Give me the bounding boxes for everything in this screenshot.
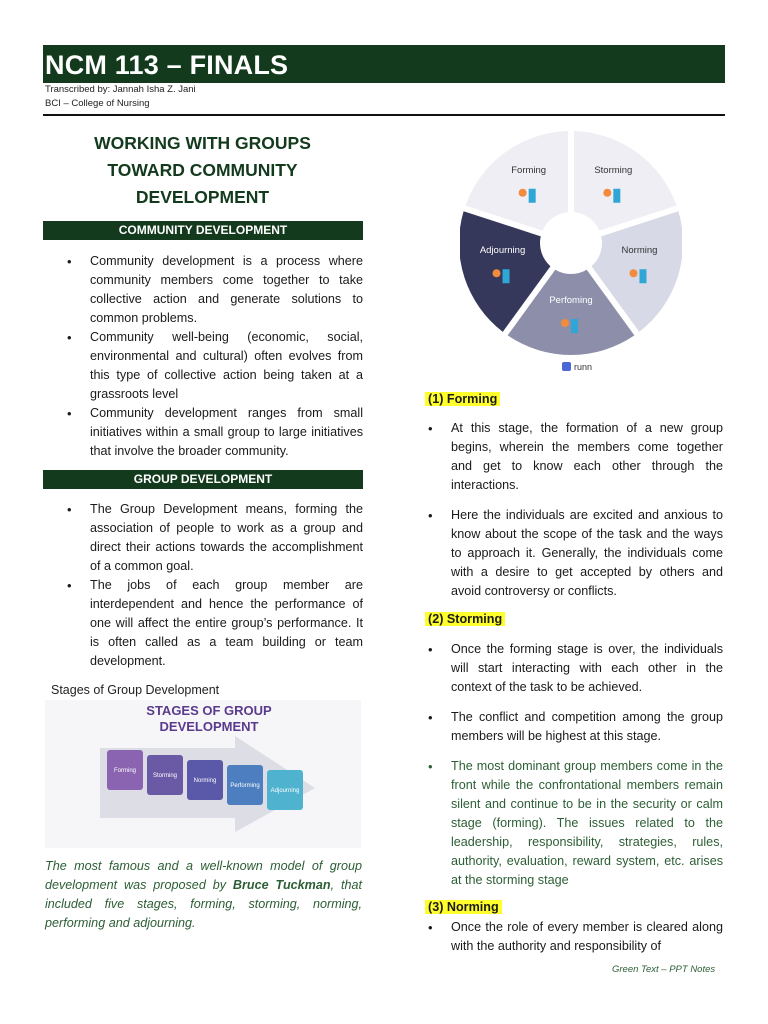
tuckman-note <box>45 857 362 933</box>
document-title: NCM 113 – FINALS <box>45 50 289 80</box>
tuckman-wheel-svg <box>460 128 682 380</box>
list-item: • Once the forming stage is over, the individuals will start interacting with each other in the context of the task to be achieved. <box>425 640 723 697</box>
list-item: • The Group Development means, forming the association of people to work as a group and direct their actions towards the accomplishment of a common goal. <box>43 500 363 576</box>
tuckman-wheel <box>460 128 682 380</box>
list-item: • Here the individuals are excited and anxious to know about the scope of the task and the ways to approach it. Generally, the individuals come with a desire to get accepted by others and avoid controversy or conflicts. <box>425 506 723 601</box>
stages-diagram-title-2: DEVELOPMENT <box>159 719 259 734</box>
stages-caption: Stages of Group Development <box>51 683 220 697</box>
list-item: • Once the role of every member is cleared along with the authority and responsibility of <box>425 918 723 956</box>
list-item: • The jobs of each group member are interdependent and hence the performance of one will affect the entire group’s performance. It is often called as a team building or team development. <box>43 576 363 671</box>
runn-brand: runn <box>574 362 593 372</box>
people-figure-icon <box>629 269 637 277</box>
people-figure-icon <box>639 269 646 283</box>
forming-list <box>425 419 723 601</box>
storming-heading: (2) Storming <box>425 610 505 628</box>
stages-diagram-title-1: STAGES OF GROUP <box>146 703 272 718</box>
tuckman-name: Bruce Tuckman <box>232 878 331 892</box>
footer-note: Green Text – PPT Notes <box>612 964 716 975</box>
storming-list <box>425 640 723 890</box>
transcriber-line: Transcribed by: Jannah Isha Z. Jani <box>45 84 196 95</box>
list-item: • Community development is a process where community members come together to take collective action and generate solutions to common problems. <box>43 252 363 328</box>
tuckman-after: , that included five stages, forming, storming, norming, performing and adjourning. <box>45 878 362 930</box>
stage-step-label: Performing <box>230 783 260 789</box>
wheel-segment-label: Storming <box>594 164 633 176</box>
people-figure-icon <box>571 319 578 333</box>
people-figure-icon <box>603 189 611 197</box>
stage-step-label: Adjourning <box>270 788 300 794</box>
list-item: • At this stage, the formation of a new group begins, wherein the members come together and get to know each other through the interactions. <box>425 419 723 495</box>
main-heading: WORKING WITH GROUPS TOWARD COMMUNITY DEVELOPMENT <box>94 133 311 207</box>
people-figure-icon <box>493 269 501 277</box>
group-development-heading: GROUP DEVELOPMENT <box>43 470 363 489</box>
list-item: • The conflict and competition among the group members will be highest at this stage. <box>425 708 723 746</box>
header-divider <box>43 114 725 116</box>
forming-heading: (1) Forming <box>425 390 500 408</box>
people-figure-icon <box>613 189 620 203</box>
tuckman-before: The most famous and a well-known model of group development was proposed by <box>45 859 362 892</box>
norming-list <box>425 918 723 956</box>
group-development-list <box>43 500 363 671</box>
stages-diagram <box>45 700 361 848</box>
stage-step-label: Norming <box>193 778 217 784</box>
wheel-segment-label: Perfoming <box>549 295 593 306</box>
runn-logo-icon <box>562 362 571 371</box>
wheel-segment-label: Forming <box>511 164 547 176</box>
wheel-segments <box>460 131 682 355</box>
wheel-segment <box>574 131 677 231</box>
wheel-segment <box>465 131 568 231</box>
list-item: • Community development ranges from small initiatives within a small group to large initiatives that involve the broader community. <box>43 404 363 461</box>
institution-line: BCI – College of Nursing <box>45 98 150 109</box>
people-figure-icon <box>503 269 510 283</box>
stages-diagram-svg <box>45 700 361 848</box>
list-item: • Community well-being (economic, social, environmental and cultural) often evolves from this type of collective action being taken at a grassroots level <box>43 328 363 404</box>
people-figure-icon <box>529 189 536 203</box>
stage-step-label: Storming <box>152 773 178 779</box>
list-item: • The most dominant group members come in the front while the confrontational members remain silent and continue to be in the security or calm stage (forming). The issues related to the leadership, responsibility, strategies, rules, authority, evaluation, reward system, etc. arises at the storming stage <box>425 757 723 890</box>
wheel-segment-label: Norming <box>621 245 658 257</box>
people-figure-icon <box>561 319 569 327</box>
stage-step-label: Forming <box>113 768 137 774</box>
community-development-heading: COMMUNITY DEVELOPMENT <box>43 221 363 240</box>
wheel-segment-label: Adjourning <box>479 245 526 257</box>
people-figure-icon <box>519 189 527 197</box>
norming-heading: (3) Norming <box>425 898 502 916</box>
community-development-list <box>43 252 363 461</box>
